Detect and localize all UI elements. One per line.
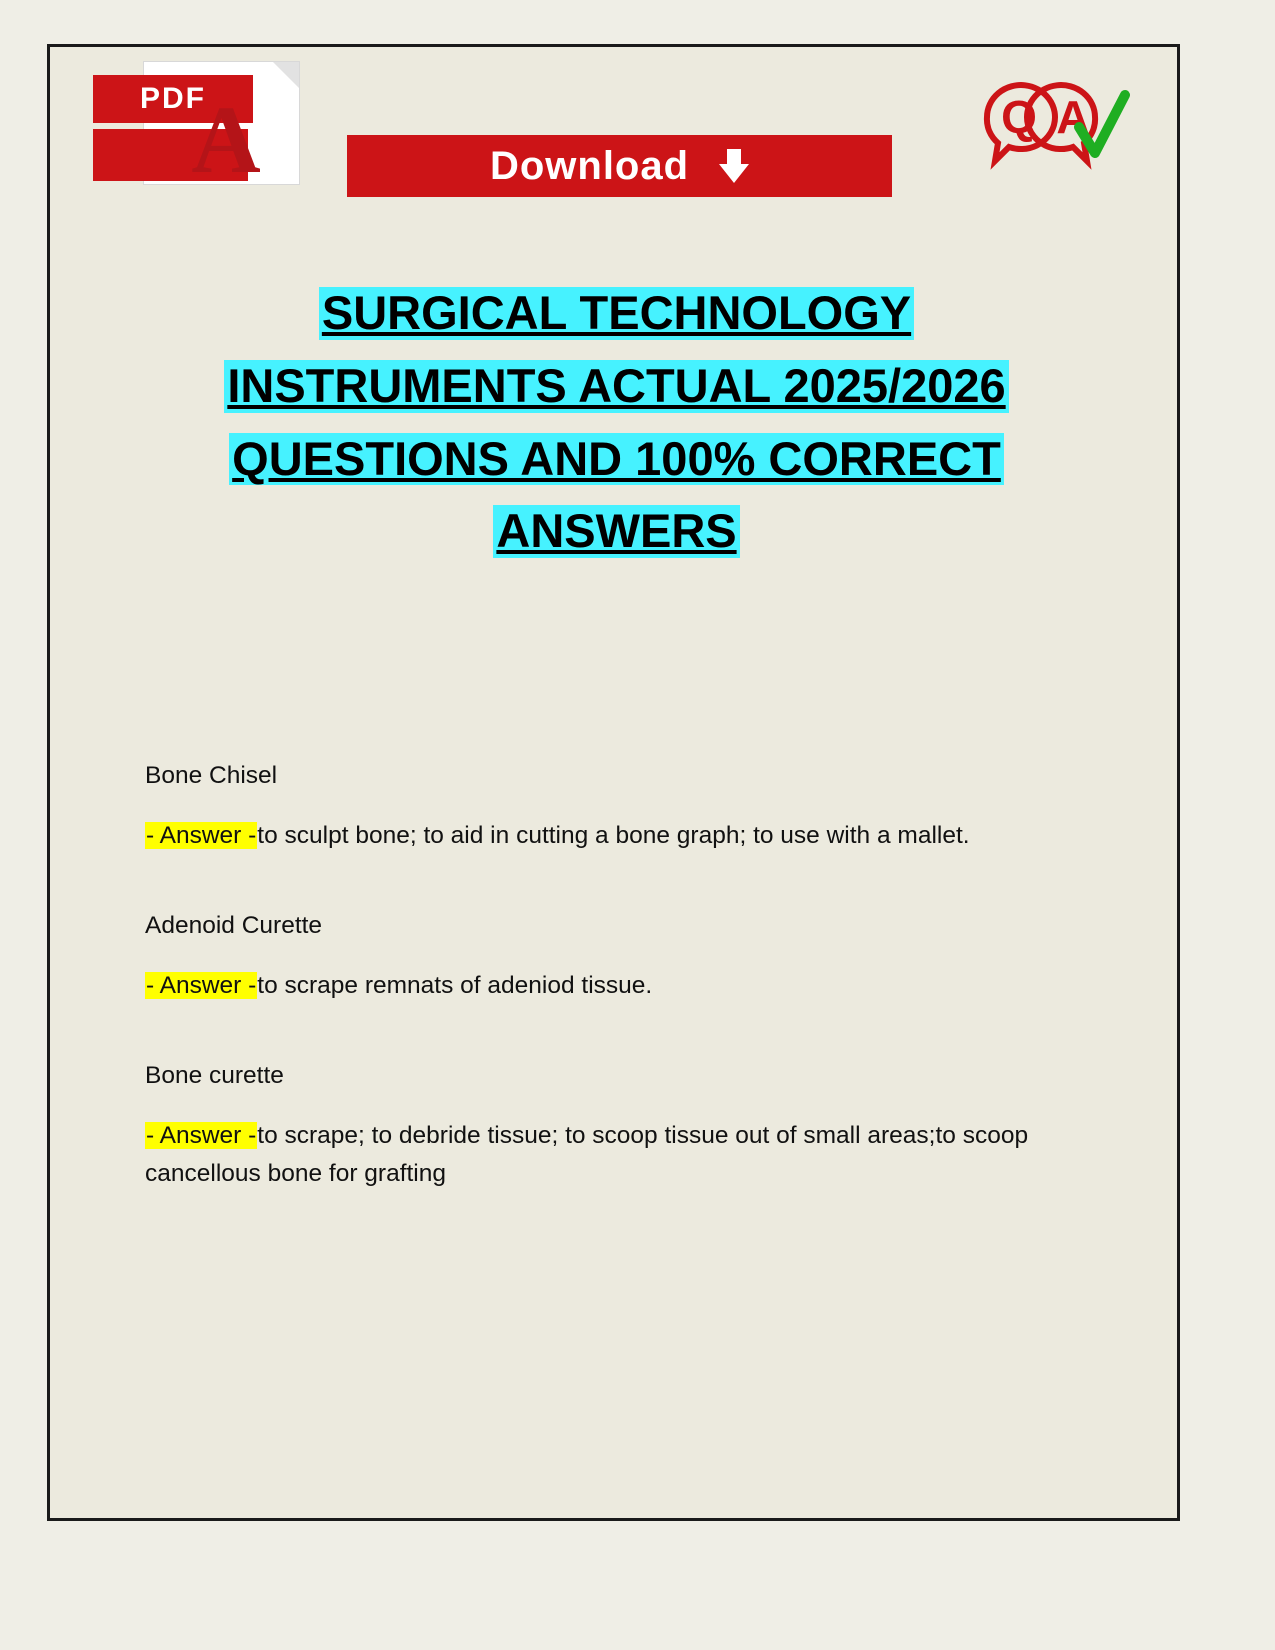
answer-tag: - Answer - [146, 1121, 257, 1149]
acrobat-a-glyph: A [191, 86, 261, 193]
page-title [110, 287, 1123, 578]
answer-text: to sculpt bone; to aid in cutting a bone graph; to use with a mallet. [257, 821, 970, 849]
title-line-2: INSTRUMENTS ACTUAL 2025/2026 [224, 360, 1008, 413]
pdf-label-text: PDF [140, 82, 206, 115]
pdf-file-icon [93, 61, 301, 193]
qa-answer [145, 817, 1085, 855]
download-button-label: Download [489, 143, 690, 188]
qa-entry [145, 907, 1085, 1005]
title-line-3: QUESTIONS AND 100% CORRECT [229, 433, 1004, 486]
qa-logo [975, 77, 1135, 187]
qa-answer [145, 1117, 1085, 1193]
qa-list [145, 757, 1085, 1245]
download-arrow-icon [719, 149, 749, 183]
document-page [47, 44, 1180, 1521]
title-line-4: ANSWERS [493, 505, 739, 558]
answer-tag: - Answer - [146, 971, 257, 999]
title-line-1: SURGICAL TECHNOLOGY [319, 287, 914, 340]
qa-term: Bone curette [145, 1061, 284, 1089]
qa-term: Bone Chisel [145, 762, 278, 789]
pdf-page-fold [273, 62, 299, 88]
answer-text: to scrape; to debride tissue; to scoop tissue out of small areas;to scoop cancellous bone for grafting [145, 1121, 1029, 1187]
svg-text:A: A [1056, 91, 1090, 143]
qa-entry [145, 757, 1085, 855]
answer-tag: - Answer - [146, 821, 257, 849]
qa-term: Adenoid Curette [145, 911, 323, 939]
svg-text:Q: Q [1001, 91, 1037, 143]
download-button[interactable] [347, 135, 892, 197]
qa-entry [145, 1057, 1085, 1193]
answer-text: to scrape remnats of adeniod tissue. [257, 971, 653, 999]
document-header [50, 47, 1177, 207]
qa-answer [145, 967, 1085, 1005]
